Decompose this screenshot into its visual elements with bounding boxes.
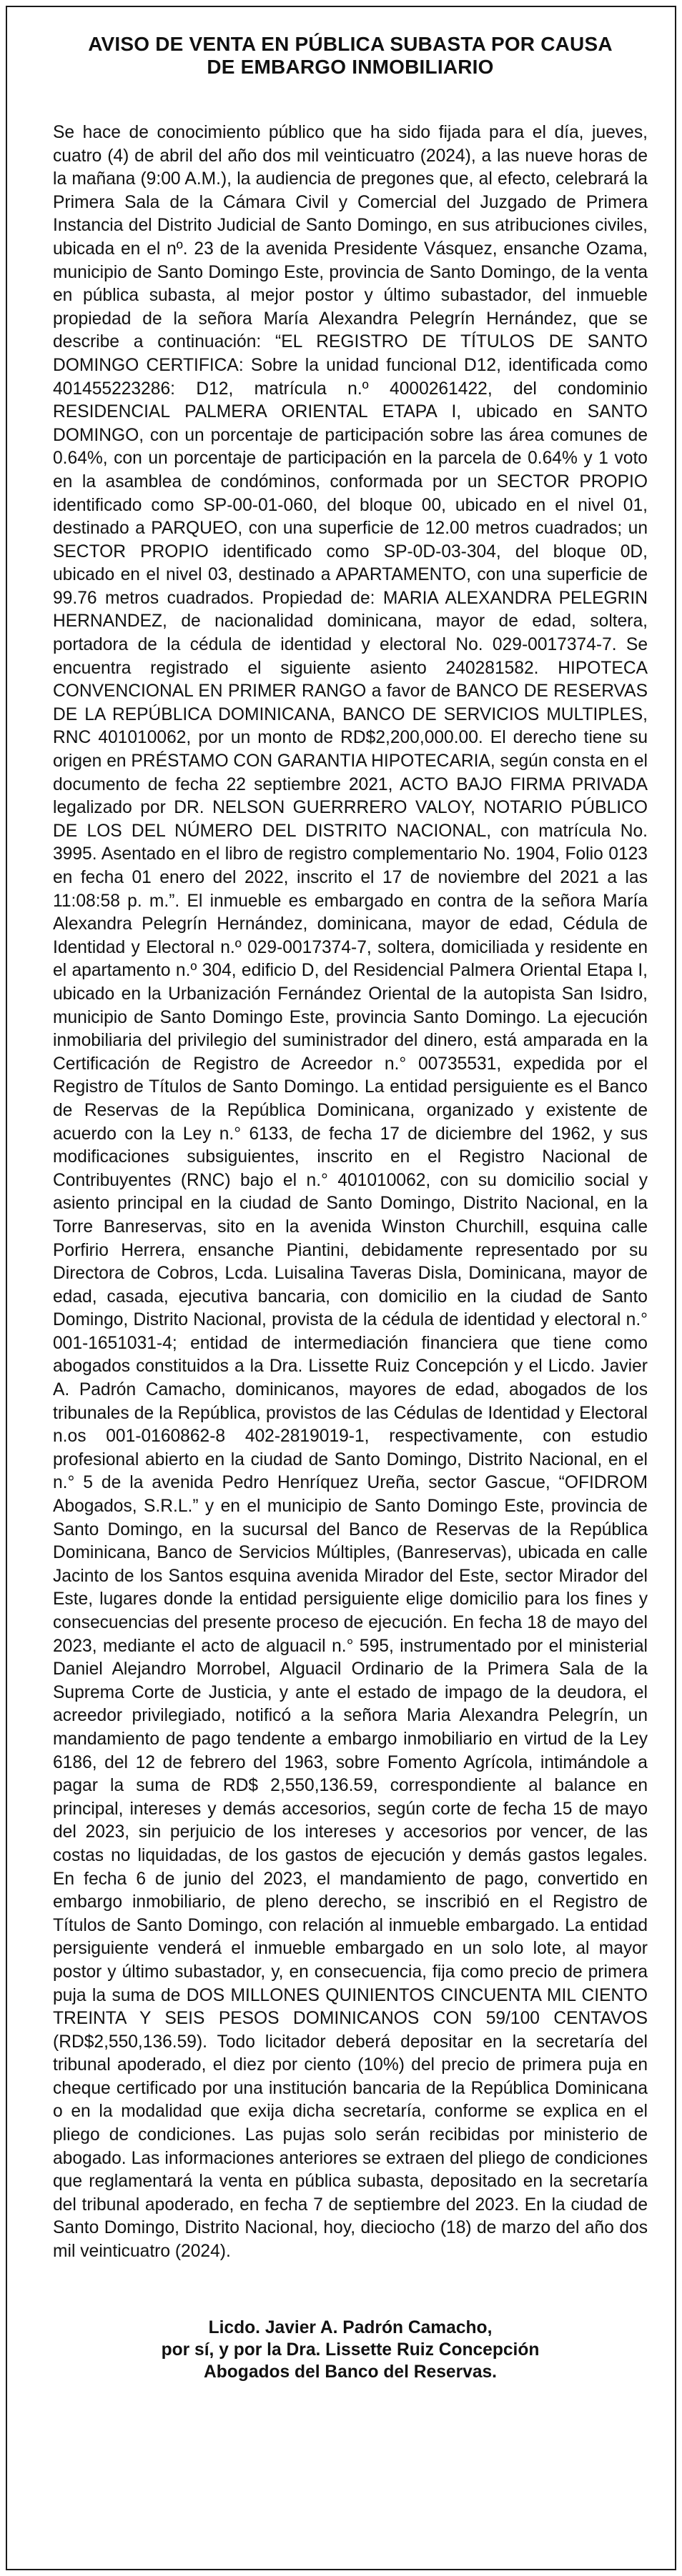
title-line-2: DE EMBARGO INMOBILIARIO [207,56,494,78]
signature-line-2: por sí, y por la Dra. Lissette Ruiz Concepción [161,2340,540,2360]
notice-title [53,33,648,79]
signature-line-3: Abogados del Banco del Reservas. [203,2362,498,2382]
notice-body: Se hace de conocimiento público que ha sido fijada para el día, jueves, cuatro (4) de abril del año dos mil veinticuatro (2024), a las nueve horas de la mañana (9:00 A.M.), la audiencia de pregones que, al efecto, celebrará la Primera Sala de la Cámara Civil y Comercial del Juzgado de Primera Instancia del Distrito Judicial de Santo Domingo, en sus atribuciones civiles, ubicada en el nº. 23 de la avenida Presidente Vásquez, ensanche Ozama, municipio de Santo Domingo Este, provincia de Santo Domingo, de la venta en pública subasta, al mejor postor y último subastador, del inmueble propiedad de la señora María Alexandra Pelegrín Hernández, que se describe a continuación: “EL REGISTRO DE TÍTULOS DE SANTO DOMINGO CERTIFICA: Sobre la unidad funcional D12, identificada como 401455223286: D12, matrícula n.º 4000261422, del condominio RESIDENCIAL PALMERA ORIENTAL ETAPA I, ubicado en SANTO DOMINGO, con un porcentaje de participación sobre las área comunes de 0.64%, con un porcentaje de participación en la parcela de 0.64% y 1 voto en la asamblea de condóminos, conformada por un SECTOR PROPIO identificado como SP-00-01-060, del bloque 00, ubicado en el nivel 01, destinado a PARQUEO, con una superficie de 12.00 metros cuadrados; un SECTOR PROPIO identificado como SP-0D-03-304, del bloque 0D, ubicado en el nivel 03, destinado a APARTAMENTO, con una superficie de 99.76 metros cuadrados. Propiedad de: MARIA ALEXANDRA PELEGRIN HERNANDEZ, de nacionalidad dominicana, mayor de edad, soltera, portadora de la cédula de identidad y electoral No. 029-0017374-7. Se encuentra registrado el siguiente asiento 240281582. HIPOTECA CONVENCIONAL EN PRIMER RANGO a favor de BANCO DE RESERVAS DE LA REPÚBLICA DOMINICANA, BANCO DE SERVICIOS MULTIPLES, RNC 401010062, por un monto de RD$2,200,000.00. El derecho tiene su origen en PRÉSTAMO CON GARANTIA HIPOTECARIA, según consta en el documento de fecha 22 septiembre 2021, ACTO BAJO FIRMA PRIVADA legalizado por DR. NELSON GUERRRERO VALOY, NOTARIO PÚBLICO DE LOS DEL NÚMERO DEL DISTRITO NACIONAL, con matrícula No. 3995. Asentado en el libro de registro complementario No. 1904, Folio 0123 en fecha 01 enero del 2022, inscrito el 17 de noviembre del 2021 a las 11:08:58 p. m.”. El inmueble es embargado en contra de la señora María Alexandra Pelegrín Hernández, dominicana, mayor de edad, Cédula de Identidad y Electoral n.º 029-0017374-7, soltera, domiciliada y residente en el apartamento n.º 304, edificio D, del Residencial Palmera Oriental Etapa I, ubicado en la Urbanización Fernández Oriental de la autopista San Isidro, municipio de Santo Domingo Este, provincia Santo Domingo. La ejecución inmobiliaria del privilegio del suministrador del dinero, está amparada en la Certificación de Registro de Acreedor n.° 00735531, expedida por el Registro de Títulos de Santo Domingo. La entidad persiguiente es el Banco de Reservas de la República Dominicana, organizado y existente de acuerdo con la Ley n.° 6133, de fecha 17 de diciembre del 1962, y sus modificaciones subsiguientes, inscrito en el Registro Nacional de Contribuyentes (RNC) bajo el n.° 401010062, con su domicilio social y asiento principal en la ciudad de Santo Domingo, Distrito Nacional, en la Torre Banreservas, sito en la avenida Winston Churchill, esquina calle Porfirio Herrera, ensanche Piantini, debidamente representado por su Directora de Cobros, Lcda. Luisalina Taveras Disla, Dominicana, mayor de edad, casada, ejecutiva bancaria, con domicilio en la ciudad de Santo Domingo, Distrito Nacional, provista de la cédula de identidad y electoral n.° 001-1651031-4; entidad de intermediación financiera que tiene como abogados constituidos a la Dra. Lissette Ruiz Concepción y el Licdo. Javier A. Padrón Camacho, dominicanos, mayores de edad, abogados de los tribunales de la República, provistos de las Cédulas de Identidad y Electoral n.os 001-0160862-8 402-2819019-1, respectivamente, con estudio profesional abierto en la ciudad de Santo Domingo, Distrito Nacional, en el n.° 5 de la avenida Pedro Henríquez Ureña, sector Gascue, “OFIDROM Abogados, S.R.L.” y en el municipio de Santo Domingo Este, provincia de Santo Domingo, en la sucursal del Banco de Reservas de la República Dominicana, Banco de Servicios Múltiples, (Banreservas), ubicada en calle Jacinto de los Santos esquina avenida Mirador del Este, sector Mirador del Este, lugares donde la entidad persiguiente elige domicilio para los fines y consecuencias del presente proceso de ejecución. En fecha 18 de mayo del 2023, mediante el acto de alguacil n.° 595, instrumentado por el ministerial Daniel Alejandro Morrobel, Alguacil Ordinario de la Primera Sala de la Suprema Corte de Justicia, y ante el estado de impago de la deudora, el acreedor privilegiado, notificó a la señora Maria Alexandra Pelegrín, un mandamiento de pago tendente a embargo inmobiliario en virtud de la Ley 6186, del 12 de febrero del 1963, sobre Fomento Agrícola, intimándole a pagar la suma de RD$ 2,550,136.59, correspondiente al balance en principal, intereses y demás accesorios, según corte de fecha 15 de mayo del 2023, sin perjuicio de los intereses y accesorios por vencer, de las costas no liquidadas, de los gastos de ejecución y demás gastos legales. En fecha 6 de junio del 2023, el mandamiento de pago, convertido en embargo inmobiliario, de pleno derecho, se inscribió en el Registro de Títulos de Santo Domingo, con relación al inmueble embargado. La entidad persiguiente venderá el inmueble embargado en un solo lote, al mayor postor y último subastador, y, en consecuencia, fija como precio de primera puja la suma de DOS MILLONES QUINIENTOS CINCUENTA MIL CIENTO TREINTA Y SEIS PESOS DOMINICANOS CON 59/100 CENTAVOS (RD$2,550,136.59). Todo licitador deberá depositar en la secretaría del tribunal apoderado, el diez por ciento (10%) del precio de primera puja en cheque certificado por una institución bancaria de la República Dominicana o en la modalidad que exija dicha secretaría, conforme se explica en el pliego de condiciones. Las pujas solo serán recibidas por ministerio de abogado. Las informaciones anteriores se extraen del pliego de condiciones que reglamentará la venta en pública subasta, depositado en la secretaría del tribunal apoderado, en fecha 7 de septiembre del 2023. En la ciudad de Santo Domingo, Distrito Nacional, hoy, dieciocho (18) de marzo del año dos mil veinticuatro (2024). [53,123,648,2262]
title-line-1: AVISO DE VENTA EN PÚBLICA SUBASTA POR CAUSA [88,33,613,55]
signature-line-1: Licdo. Javier A. Padrón Camacho, [208,2317,493,2337]
signature-block [53,2317,648,2383]
